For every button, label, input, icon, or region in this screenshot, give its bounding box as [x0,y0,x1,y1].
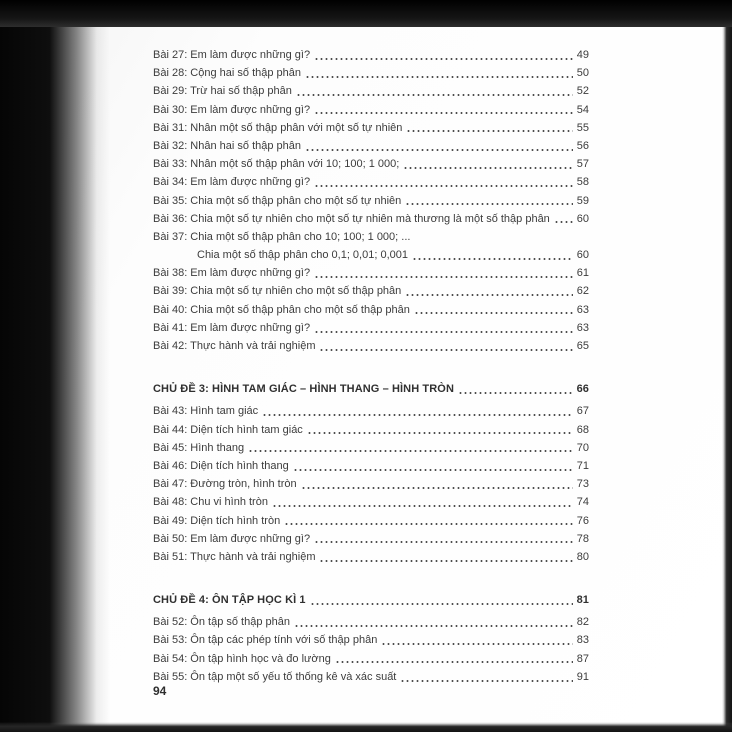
toc-entry-label: Bài 52: Ôn tập số thập phân [153,616,290,629]
toc-entry-label: Bài 36: Chia một số tự nhiên cho một số tự nhiên mà thương là một số thập phân [153,212,550,225]
toc-entry [153,210,589,228]
toc-entry [153,137,589,155]
toc-entry-label: Chia một số thập phân cho 0,1; 0,01; 0,001 [197,249,408,262]
photo-right-edge [722,0,732,732]
toc-entry-label: Bài 27: Em làm được những gì? [153,49,311,61]
toc-entry [153,301,589,319]
toc-entry-label: Bài 29: Trừ hai số thập phân [153,85,292,98]
toc-page-number: 59 [576,194,589,207]
toc-page-number: 66 [576,383,589,396]
toc-page-number: 65 [576,340,589,352]
toc-leader-dots [319,337,572,352]
toc-entry-label: Bài 53: Ôn tập các phép tính với số thập phân [153,634,378,647]
toc-entry [153,82,589,100]
toc-entry [153,668,589,686]
toc-leader-dots [310,591,573,606]
toc-leader-dots [272,493,573,508]
toc-page-number: 76 [576,514,589,527]
toc-entry [153,631,589,649]
toc-entry-label: Bài 32: Nhân hai số thập phân [153,139,302,152]
toc-entry [153,613,589,631]
toc-entry-label: Bài 49: Diện tích hình tròn [153,514,281,527]
toc-page-number: 67 [576,405,589,418]
toc-leader-dots [307,421,573,436]
toc-entry [153,101,589,119]
toc-entry [153,155,589,173]
toc-entry-label: Bài 43: Hình tam giác [153,405,259,418]
toc-leader-dots [554,210,573,225]
toc-entry [153,192,589,210]
toc-entry [153,264,589,282]
toc-leader-dots [414,301,573,316]
toc-page-number: 68 [576,423,589,436]
toc-page-number: 81 [576,594,589,607]
toc-entry [153,475,589,493]
toc-page-number: 63 [576,321,589,334]
toc-entry-label: CHỦ ĐỀ 4: ÔN TẬP HỌC KÌ 1 [153,594,306,607]
toc-page-number: 50 [576,67,589,80]
toc-page-number: 87 [576,652,589,665]
toc-entry-label: Bài 51: Thực hành và trải nghiệm [153,550,316,563]
toc-page-number: 78 [576,532,589,545]
toc-entry [153,337,589,355]
toc-entry [153,282,589,300]
toc-leader-dots [248,439,573,454]
toc-section-heading [153,591,589,609]
toc-leader-dots [406,119,572,134]
toc-entry-label: Bài 55: Ôn tập một số yếu tố thống kê và xác suất [153,670,397,683]
toc-page-number: 82 [576,616,589,629]
toc-page-number: 58 [576,176,589,189]
toc-entry-label: CHỦ ĐỀ 3: HÌNH TAM GIÁC – HÌNH THANG – HÌNH TRÒN [153,383,454,396]
toc-leader-dots [284,512,573,527]
toc-leader-dots [381,631,572,646]
toc-page-number: 60 [576,212,589,225]
toc-section [153,380,589,566]
toc-page-number: 60 [576,249,589,262]
toc-leader-dots [314,264,573,279]
toc-page-number: 73 [576,478,589,491]
toc-entry [153,530,589,548]
toc-leader-dots [403,155,572,170]
toc-page-number: 62 [576,285,589,298]
toc-entry [153,512,589,530]
toc-page-number: 61 [576,267,589,280]
toc-leader-dots [305,137,573,152]
toc-page-number: 63 [576,303,589,316]
toc-entry-label: Bài 47: Đường tròn, hình tròn [153,478,297,491]
toc-entry [153,493,589,511]
toc-entry-label: Bài 37: Chia một số thập phân cho 10; 100; 1 000; ... [153,230,411,243]
toc-entry-label: Bài 42: Thực hành và trải nghiệm [153,340,316,352]
toc-entry [153,548,589,566]
toc-entry-label: Bài 44: Diện tích hình tam giác [153,423,303,436]
toc-section [153,46,589,355]
toc-entry [153,421,589,439]
toc-entry [153,228,589,246]
toc-entry [153,439,589,457]
toc-leader-dots [405,282,572,297]
toc-section [153,591,589,686]
toc-entry-label: Bài 38: Em làm được những gì? [153,267,311,280]
toc-page-number: 56 [576,139,589,152]
toc-entry-label: Bài 30: Em làm được những gì? [153,103,311,116]
toc-entry [153,457,589,475]
toc-leader-dots [294,613,573,628]
toc-leader-dots [412,246,573,261]
toc-entry [153,650,589,668]
toc-page-number: 57 [576,158,589,171]
toc-entry-label: Bài 45: Hình thang [153,441,245,454]
toc-entry-label: Bài 28: Cộng hai số thập phân [153,67,302,80]
toc-page-number: 70 [576,441,589,454]
toc-leader-dots [458,380,573,395]
toc-leader-dots [305,64,573,79]
photo-top-edge [0,0,732,27]
toc-entry [153,64,589,82]
toc-page-number: 74 [576,496,589,509]
toc-entry-label: Bài 54: Ôn tập hình học và đo lường [153,652,331,665]
toc-leader-dots [400,668,572,683]
toc-entry-label: Bài 41: Em làm được những gì? [153,321,311,334]
toc-entry [153,119,589,137]
toc-page-number: 54 [576,103,589,116]
toc-entry-label: Bài 39: Chia một số tự nhiên cho một số thập phân [153,285,402,298]
photo-left-edge [0,0,110,732]
toc-page-number: 83 [576,634,589,647]
toc-leader-dots [262,402,573,417]
toc-page-number: 55 [576,121,589,134]
toc-leader-dots [405,192,572,207]
toc-entry [153,246,589,264]
photo-bottom-edge [0,722,732,732]
toc-leader-dots [314,319,573,334]
toc-leader-dots [314,530,573,545]
toc-leader-dots [314,46,573,61]
toc-entry [153,319,589,337]
toc-entry-label: Bài 33: Nhân một số thập phân với 10; 100; 1 000; [153,158,400,171]
toc-entry [153,402,589,420]
toc-entry-label: Bài 40: Chia một số thập phân cho một số thập phân [153,303,410,316]
toc-leader-dots [296,82,573,97]
toc-section-heading [153,380,589,398]
toc-page-number: 71 [576,459,589,472]
footer-page-number: 94 [153,684,167,698]
toc-entry-label: Bài 46: Diện tích hình thang [153,459,289,472]
toc-page-number: 91 [576,670,589,683]
table-of-contents [153,46,589,686]
toc-entry-label: Bài 35: Chia một số thập phân cho một số tự nhiên [153,194,402,207]
toc-entry-label: Bài 34: Em làm được những gì? [153,176,311,189]
toc-entry [153,46,589,64]
toc-leader-dots [335,650,573,665]
toc-entry-label: Bài 48: Chu vi hình tròn [153,496,268,509]
toc-leader-dots [301,475,573,490]
toc-page-number: 80 [576,550,589,563]
toc-leader-dots [319,548,572,563]
toc-entry [153,173,589,191]
toc-entry-label: Bài 31: Nhân một số thập phân với một số tự nhiên [153,121,403,134]
toc-page-number: 49 [576,49,589,61]
toc-leader-dots [314,101,573,116]
toc-page-number: 52 [576,85,589,98]
toc-leader-dots [314,173,573,188]
toc-leader-dots [293,457,573,472]
toc-entry-label: Bài 50: Em làm được những gì? [153,532,311,545]
